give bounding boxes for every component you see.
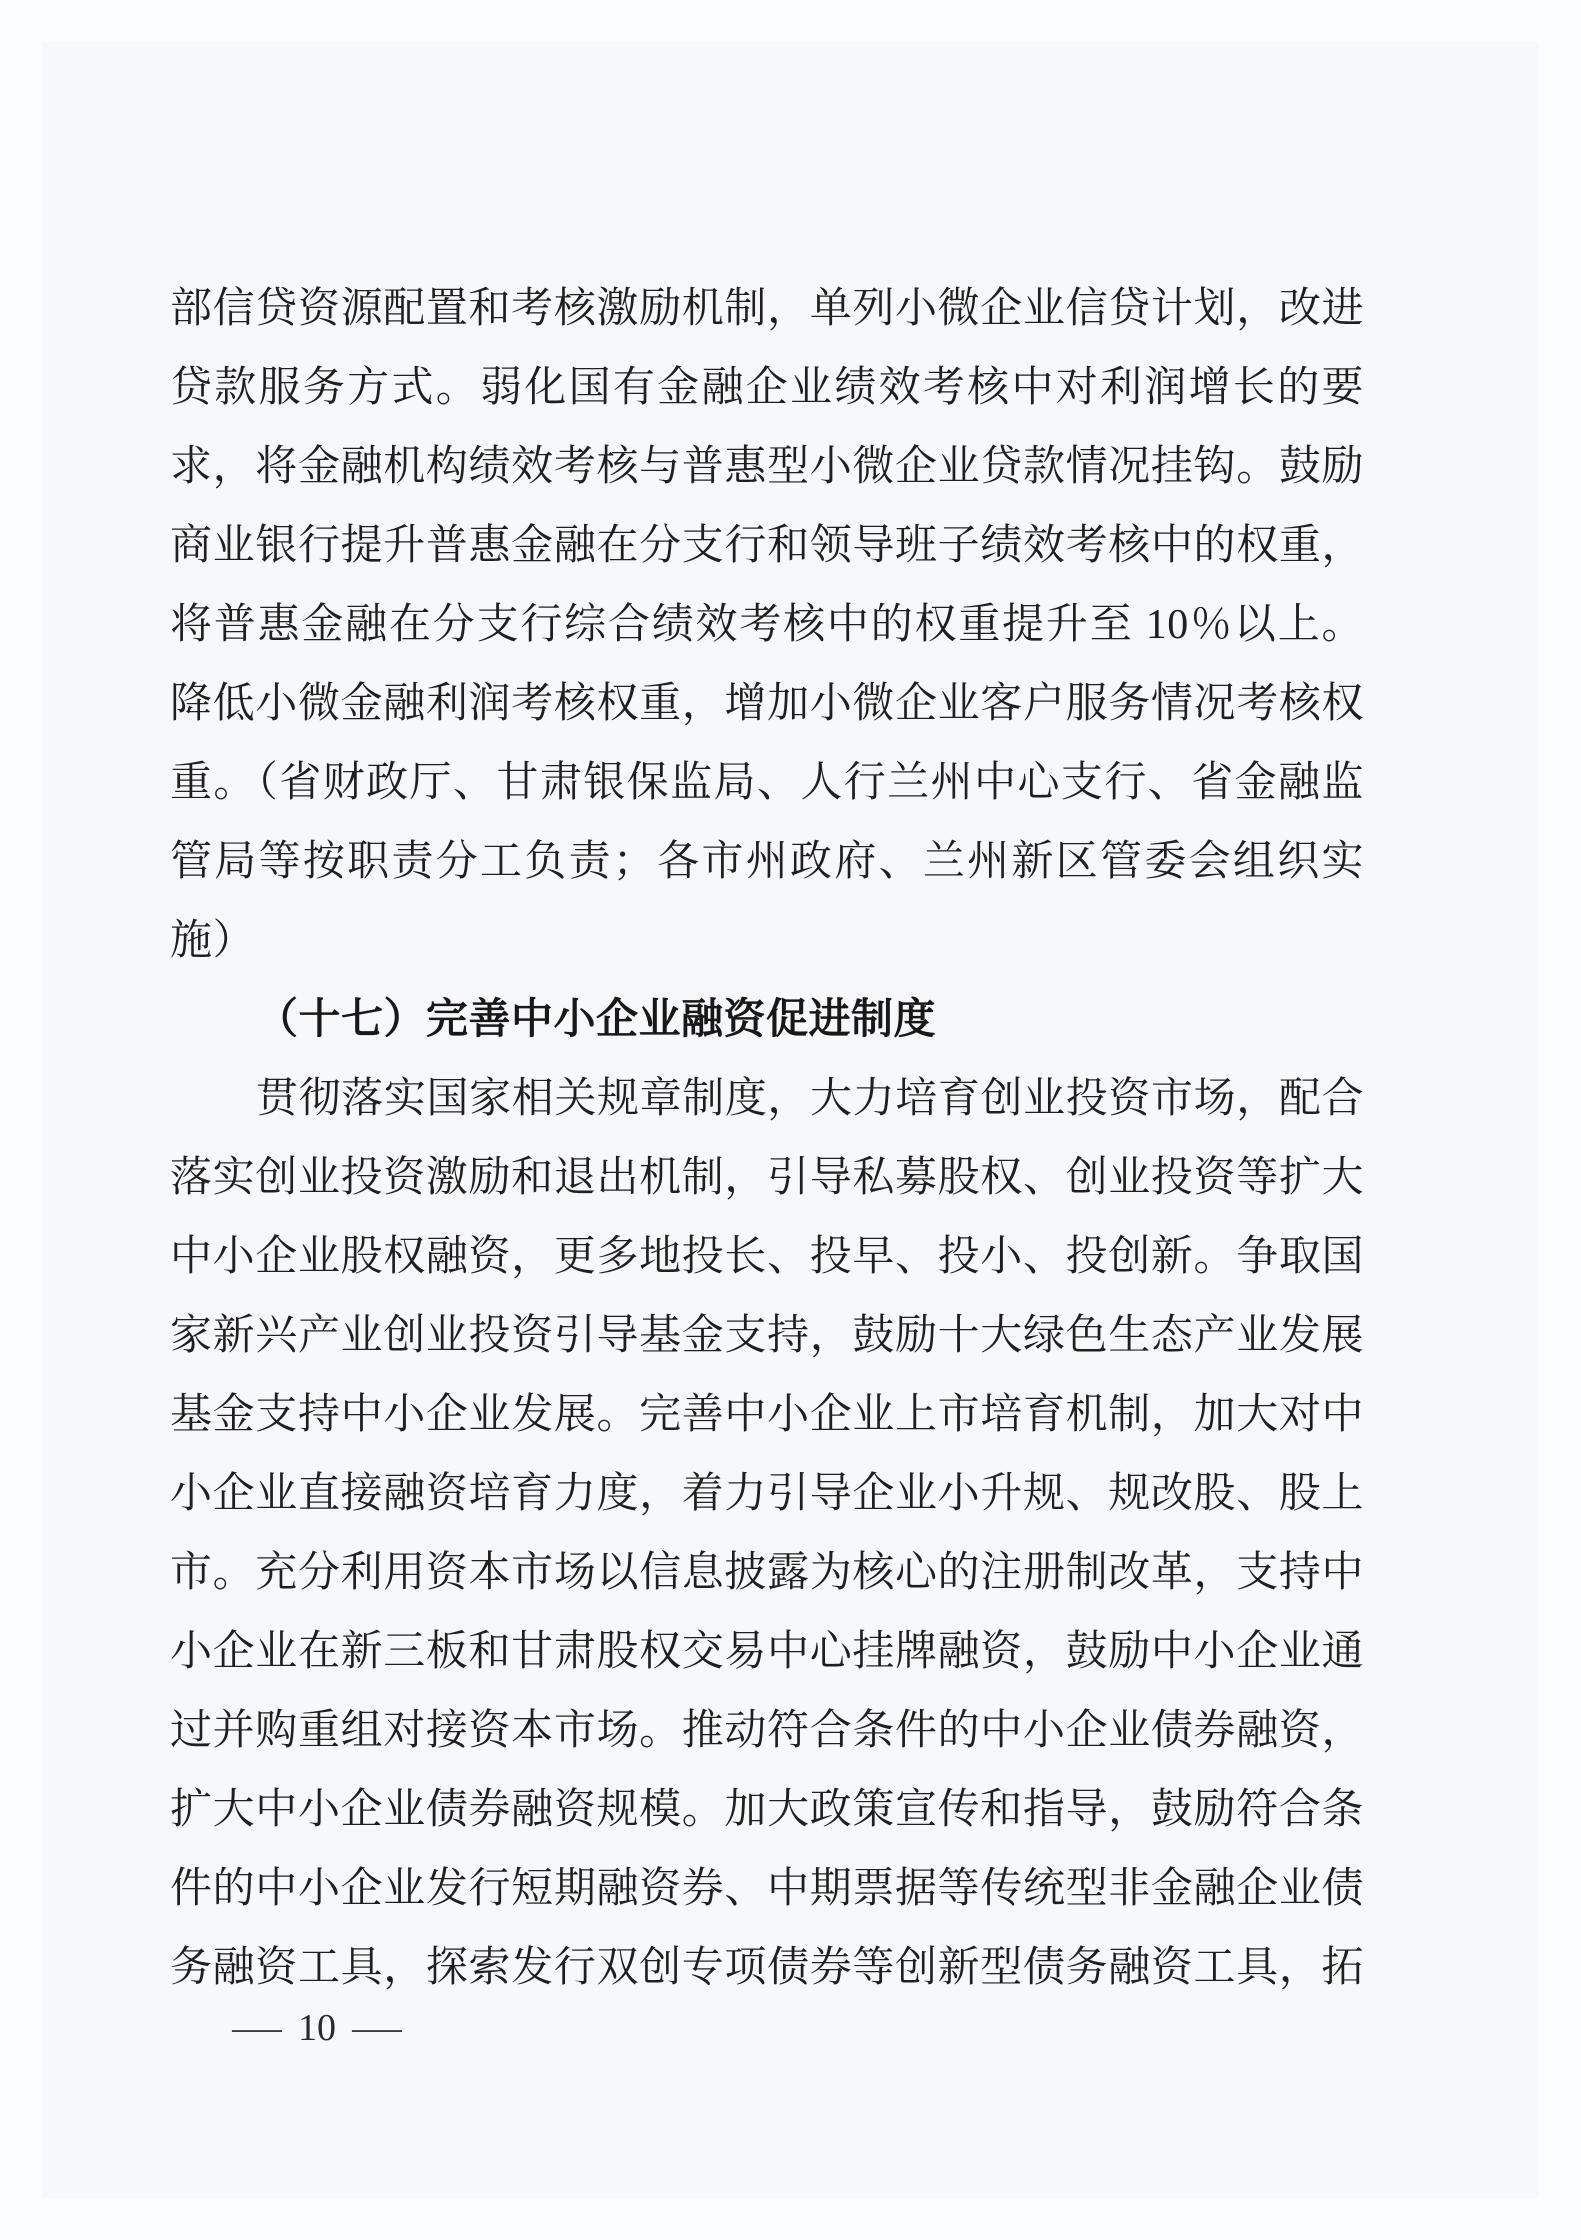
body-line: 小企业在新三板和甘肃股权交易中心挂牌融资，鼓励中小企业通 xyxy=(170,1629,1364,1675)
body-line: 家新兴产业创业投资引导基金支持，鼓励十大绿色生态产业发展 xyxy=(170,1313,1364,1359)
body-line: 商业银行提升普惠金融在分支行和领导班子绩效考核中的权重， xyxy=(170,523,1364,569)
body-line: 件的中小企业发行短期融资券、中期票据等传统型非金融企业债 xyxy=(170,1866,1364,1912)
body-line: 中小企业股权融资，更多地投长、投早、投小、投创新。争取国 xyxy=(170,1234,1364,1280)
body-line: 扩大中小企业债券融资规模。加大政策宣传和指导，鼓励符合条 xyxy=(170,1787,1364,1833)
document-body xyxy=(170,270,1364,2008)
footer-left-dash: — xyxy=(232,2007,282,2049)
body-line: 小企业直接融资培育力度，着力引导企业小升规、规改股、股上 xyxy=(170,1471,1364,1517)
body-line: 部信贷资源配置和考核激励机制，单列小微企业信贷计划，改进 xyxy=(170,286,1364,332)
body-line: 落实创业投资激励和退出机制，引导私募股权、创业投资等扩大 xyxy=(170,1155,1364,1201)
body-line: 施） xyxy=(170,918,256,964)
body-line: 重。（省财政厅、甘肃银保监局、人行兰州中心支行、省金融监 xyxy=(170,760,1364,806)
body-line: 将普惠金融在分支行综合绩效考核中的权重提升至 10％以上。 xyxy=(170,602,1364,648)
body-line: 求，将金融机构绩效考核与普惠型小微企业贷款情况挂钩。鼓励 xyxy=(170,444,1364,490)
body-line: 务融资工具，探索发行双创专项债券等创新型债务融资工具，拓 xyxy=(170,1945,1364,1991)
page-footer xyxy=(232,2000,402,2056)
section-heading: （十七）完善中小企业融资促进制度 xyxy=(256,997,937,1043)
body-line: 管局等按职责分工负责；各市州政府、兰州新区管委会组织实 xyxy=(170,839,1364,885)
body-line: 市。充分利用资本市场以信息披露为核心的注册制改革，支持中 xyxy=(170,1550,1364,1596)
body-line: 降低小微金融利润考核权重，增加小微企业客户服务情况考核权 xyxy=(170,681,1364,727)
body-line: 过并购重组对接资本市场。推动符合条件的中小企业债券融资， xyxy=(170,1708,1364,1754)
body-line: 基金支持中小企业发展。完善中小企业上市培育机制，加大对中 xyxy=(170,1392,1364,1438)
page-number: 10 xyxy=(298,2007,336,2049)
body-line: 贯彻落实国家相关规章制度，大力培育创业投资市场，配合 xyxy=(256,1076,1364,1122)
body-line: 贷款服务方式。弱化国有金融企业绩效考核中对利润增长的要 xyxy=(170,365,1364,411)
footer-right-dash: — xyxy=(352,2007,402,2049)
